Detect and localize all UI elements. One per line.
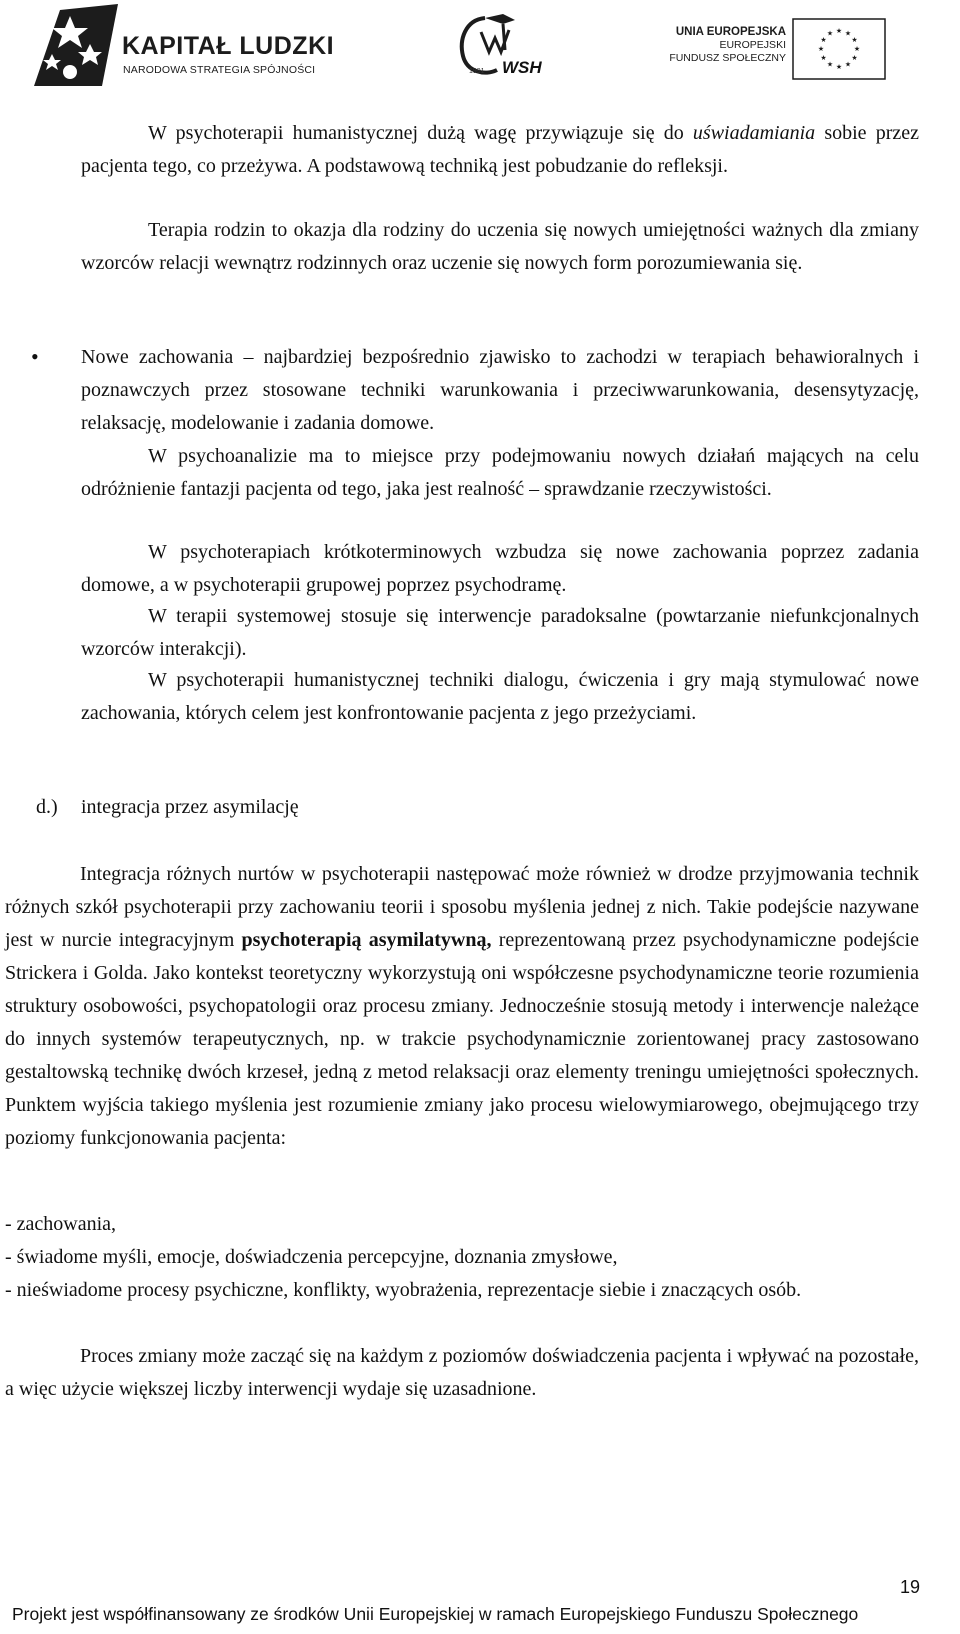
bullet-new-behaviours: Nowe zachowania – najbardziej bezpośrednio zjawisko to zachodzi w terapiach behawioralnych i poznawczych przez stosowane techniki warunkowania i przeciwwarunkowania, desensytyzację, relaksację, modelowanie i zadania domowe. xyxy=(81,346,919,434)
eu-flag-icon xyxy=(792,18,886,80)
eu-logo xyxy=(669,12,886,82)
paragraph-systemic: W terapii systemowej stosuje się interwencje paradoksalne (powtarzanie niefunkcjonalnych wzorców interakcji). xyxy=(81,605,919,660)
eu-line-1: UNIA EUROPEJSKA xyxy=(675,26,786,38)
paragraph-assimilative-bold: psychoterapią asymilatywną, xyxy=(241,929,492,951)
section-label: d.) xyxy=(36,796,58,818)
wsh-name: WSH xyxy=(502,58,542,77)
footer-funding-note: Projekt jest współfinansowany ze środków Unii Europejskiej w ramach Europejskiego Funduszu Społecznego xyxy=(12,1604,859,1624)
svg-text:★: ★ xyxy=(826,29,834,38)
list-item: - zachowania, xyxy=(5,1213,117,1235)
section-title: integracja przez asymilację xyxy=(81,796,299,818)
kapital-ludzki-subtitle: NARODOWA STRATEGIA SPÓJNOŚCI xyxy=(123,64,316,76)
kapital-ludzki-logo xyxy=(30,2,335,88)
eu-line-3: FUNDUSZ SPOŁECZNY xyxy=(669,52,786,64)
svg-text:★: ★ xyxy=(826,60,834,69)
svg-text:★: ★ xyxy=(835,63,843,71)
paragraph-assimilative-integration xyxy=(5,858,919,1155)
paragraph-assimilative-part1: Integracja różnych nurtów w psychoterapii następować może również w drodze przyjmowania technik różnych szkół psychoterapii przy zachowaniu teorii i sposobu myślenia jednej z nich. Takie podejście nazywane jest w nurcie integracyjnym xyxy=(5,863,919,951)
svg-text:★: ★ xyxy=(820,36,827,44)
svg-text:★: ★ xyxy=(844,60,852,69)
paragraph-humanistic-part2: sobie przez pacjenta tego, co przeżywa. A podstawową techniką jest pobudzanie do refleksji. xyxy=(81,122,919,177)
svg-text:★: ★ xyxy=(851,54,858,62)
paragraph-humanistic-italic: uświadamiania xyxy=(692,122,816,144)
paragraph-assimilative-part2: reprezentowaną przez psychodynamiczne podejście Strickera i Golda. Jako kontekst teoretyczny wykorzystują oni współczesne psychodynamiczne teorie rozumienia struktury osobowości, psychopatologii oraz procesu zmiany. Jednocześnie stosują metody i interwencje należące do innych systemów terapeutycznych, np. w trakcie psychodynamicznie zorientowanej pracy zastosowano gestaltowską technikę dwóch krzeseł, jedną z metod relaksacji oraz elementy treningu umiejętności społecznych. Punktem wyjścia takiego myślenia jest rozumienie zmiany jako procesu wielowymiarowego, obejmującego trzy poziomy funkcjonowania pacjenta: xyxy=(5,929,919,1149)
wsh-logo xyxy=(455,10,545,82)
eu-logo-text xyxy=(669,26,786,65)
svg-text:★: ★ xyxy=(835,27,843,35)
svg-text:★: ★ xyxy=(820,54,827,62)
list-item: - świadome myśli, emocje, doświadczenia percepcyjne, doznania zmysłowe, xyxy=(5,1246,618,1268)
list-item: - nieświadome procesy psychiczne, konflikty, wyobrażenia, reprezentacje siebie i znaczących osób. xyxy=(5,1279,802,1301)
svg-text:★: ★ xyxy=(844,29,852,38)
kapital-ludzki-title: KAPITAŁ LUDZKI xyxy=(122,32,335,60)
paragraph-change-process: Proces zmiany może zacząć się na każdym z poziomów doświadczenia pacjenta i wpływać na pozostałe, a więc użycie większej liczby interwencji wydaje się uzasadnione. xyxy=(5,1345,919,1400)
wsh-year: 1991 xyxy=(469,68,485,75)
paragraph-humanistic xyxy=(81,117,919,183)
eu-line-2: EUROPEJSKI xyxy=(719,39,786,51)
paragraph-humanistic-part1: W psychoterapii humanistycznej dużą wagę przywiązuje się do xyxy=(148,122,693,144)
paragraph-short-term: W psychoterapiach krótkoterminowych wzbudza się nowe zachowania poprzez zadania domowe, a w psychoterapii grupowej poprzez psychodramę. xyxy=(81,541,919,596)
kapital-ludzki-logo-icon xyxy=(30,2,120,88)
paragraph-family-therapy: Terapia rodzin to okazja dla rodziny do uczenia się nowych umiejętności ważnych dla zmiany wzorców relacji wewnątrz rodzinnych oraz uczenie się nowych form porozumiewania się. xyxy=(81,219,919,274)
functioning-levels-list xyxy=(5,1208,919,1307)
paragraph-psychoanalysis: W psychoanalizie ma to miejsce przy podejmowaniu nowych działań mających na celu odróżnienie fantazji pacjenta od tego, jaka jest realność – sprawdzanie rzeczywistości. xyxy=(81,445,919,500)
page-number: 19 xyxy=(899,1577,920,1597)
paragraph-humanistic-techniques: W psychoterapii humanistycznej techniki dialogu, ćwiczenia i gry mają stymulować nowe zachowania, których celem jest konfrontowanie pacjenta z jego przeżyciami. xyxy=(81,669,919,724)
bullet-icon: • xyxy=(31,344,39,369)
svg-text:★: ★ xyxy=(817,45,825,53)
svg-text:★: ★ xyxy=(851,36,858,44)
svg-text:★: ★ xyxy=(853,45,861,53)
